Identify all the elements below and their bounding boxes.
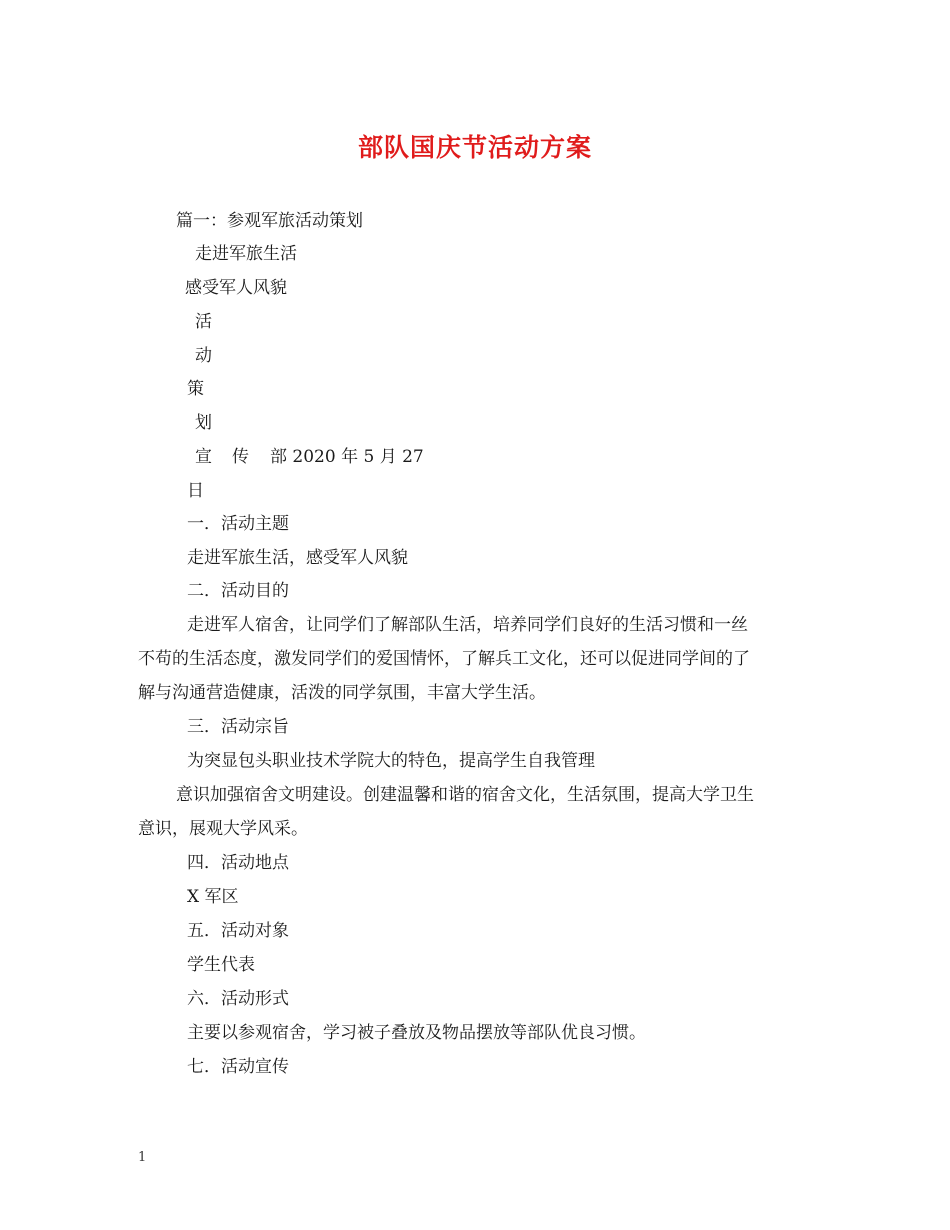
text-line: 走进军旅生活: [195, 244, 297, 264]
document-title: 部队国庆节活动方案: [357, 133, 592, 162]
page-number: 1: [138, 1150, 147, 1165]
text-line: 走进军人宿舍，让同学们了解部队生活，培养同学们良好的生活习惯和一丝: [187, 615, 748, 635]
text-line: 解与沟通营造健康，活泼的同学氛围，丰富大学生活。: [138, 683, 546, 703]
section-heading: 六．活动形式: [187, 989, 289, 1009]
section-heading: 三．活动宗旨: [187, 717, 289, 737]
text-line: 篇一：参观军旅活动策划: [176, 211, 363, 231]
text-line: 意识加强宿舍文明建设。创建温馨和谐的宿舍文化，生活氛围，提高大学卫生: [176, 785, 754, 805]
text-line: 不苟的生活态度，激发同学们的爱国情怀，了解兵工文化，还可以促进同学间的了: [138, 649, 750, 669]
text-line: 学生代表: [187, 955, 255, 975]
section-heading: 七．活动宣传: [187, 1057, 289, 1077]
text-line: 主要以参观宿舍，学习被子叠放及物品摆放等部队优良习惯。: [187, 1023, 646, 1043]
text-line: 传: [232, 447, 249, 467]
text-line: 日: [187, 481, 204, 501]
section-heading: 五．活动对象: [187, 921, 289, 941]
text-line: 策: [187, 379, 204, 399]
section-heading: 二．活动目的: [187, 581, 289, 601]
text-line: 动: [195, 346, 212, 366]
text-line: 走进军旅生活，感受军人风貌: [187, 548, 408, 568]
text-line: 感受军人风貌: [185, 278, 287, 298]
text-line: 活: [195, 312, 212, 332]
text-line: 为突显包头职业技术学院大的特色，提高学生自我管理: [187, 751, 595, 771]
text-line: 部 2020 年 5 月 27: [270, 447, 424, 467]
text-line: X 军区: [187, 887, 239, 907]
section-heading: 一．活动主题: [187, 514, 289, 534]
text-line: 意识，展观大学风采。: [138, 819, 308, 839]
text-line: 宣: [195, 447, 212, 467]
section-heading: 四．活动地点: [187, 853, 289, 873]
text-line: 划: [195, 413, 212, 433]
